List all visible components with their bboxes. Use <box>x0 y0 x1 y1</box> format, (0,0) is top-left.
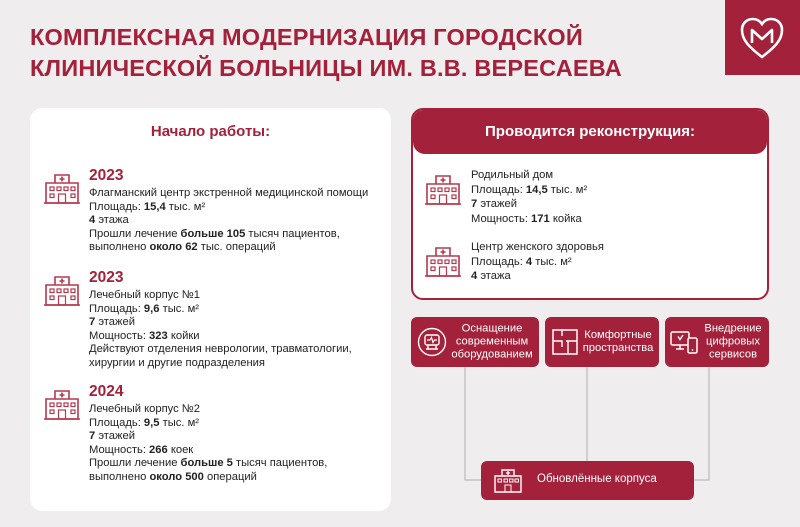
entry-name: Родильный дом <box>471 169 554 181</box>
entry-note: хирургии и другие подразделения <box>89 356 265 369</box>
entry-area: Площадь: 15,4 тыс. м² <box>89 200 206 213</box>
entry-patients: Прошли лечение больше 105 тысяч пациентов, <box>89 227 340 240</box>
updated-buildings-pill <box>481 461 694 500</box>
entry-year: 2023 <box>89 269 124 286</box>
entry-floors: 7 этажей <box>89 430 135 442</box>
digital-services-icon <box>669 327 699 357</box>
hospital-building-icon <box>493 467 523 494</box>
feature-digital <box>665 317 769 367</box>
feature-label: современным <box>455 335 529 348</box>
entry-note: Действуют отделения неврологии, травматологии, <box>89 343 352 355</box>
title-line-2: КЛИНИЧЕСКОЙ БОЛЬНИЦЫ ИМ. В.В. ВЕРЕСАЕВА <box>30 55 622 81</box>
feature-spaces <box>545 317 659 367</box>
entry-operations: выполнено около 500 операций <box>89 470 257 483</box>
entry-capacity: Мощность: 266 коек <box>89 443 194 456</box>
feature-label: пространства <box>582 342 654 354</box>
entry-floors: 4 этажа <box>471 270 511 282</box>
entry-area: Площадь: 9,5 тыс. м² <box>89 416 199 429</box>
reconstruction-heading: Проводится реконструкция: <box>413 110 767 154</box>
entry-name: Лечебный корпус №1 <box>89 289 201 301</box>
feature-equipment <box>411 317 539 367</box>
entry-capacity: Мощность: 323 койки <box>89 329 200 342</box>
updated-buildings-label: Обновлённые корпуса <box>537 473 657 485</box>
title-line-1: КОМПЛЕКСНАЯ МОДЕРНИЗАЦИЯ ГОРОДСКОЙ <box>30 24 583 50</box>
entry-capacity: Мощность: 171 койка <box>471 212 582 225</box>
floor-plan-icon <box>550 327 580 357</box>
feature-label: оборудованием <box>451 348 533 361</box>
entry-area: Площадь: 4 тыс. м² <box>471 255 572 268</box>
entry-area: Площадь: 9,6 тыс. м² <box>89 302 199 315</box>
entry-name: Флагманский центр экстренной медицинской помощи <box>89 187 369 199</box>
feature-label: Оснащение <box>461 322 523 335</box>
medical-device-icon <box>417 327 447 357</box>
entry-floors: 4 этажа <box>89 214 129 226</box>
entry-operations: выполнено около 62 тыс. операций <box>89 241 276 253</box>
entry-name: Лечебный корпус №2 <box>89 403 201 415</box>
entry-floors: 7 этажей <box>471 198 517 210</box>
entry-area: Площадь: 14,5 тыс. м² <box>471 183 588 196</box>
entry-year: 2024 <box>89 383 124 400</box>
entry-name: Центр женского здоровья <box>471 241 604 253</box>
feature-label: Внедрение <box>704 322 762 335</box>
entry-patients: Прошли лечение больше 5 тысяч пациентов, <box>89 457 328 469</box>
feature-label: Комфортные <box>584 329 652 341</box>
started-heading: Начало работы: <box>150 123 271 140</box>
entry-floors: 7 этажей <box>89 316 135 328</box>
feature-label: сервисов <box>708 348 758 361</box>
entry-year: 2023 <box>89 167 124 184</box>
feature-label: цифровых <box>706 335 760 348</box>
